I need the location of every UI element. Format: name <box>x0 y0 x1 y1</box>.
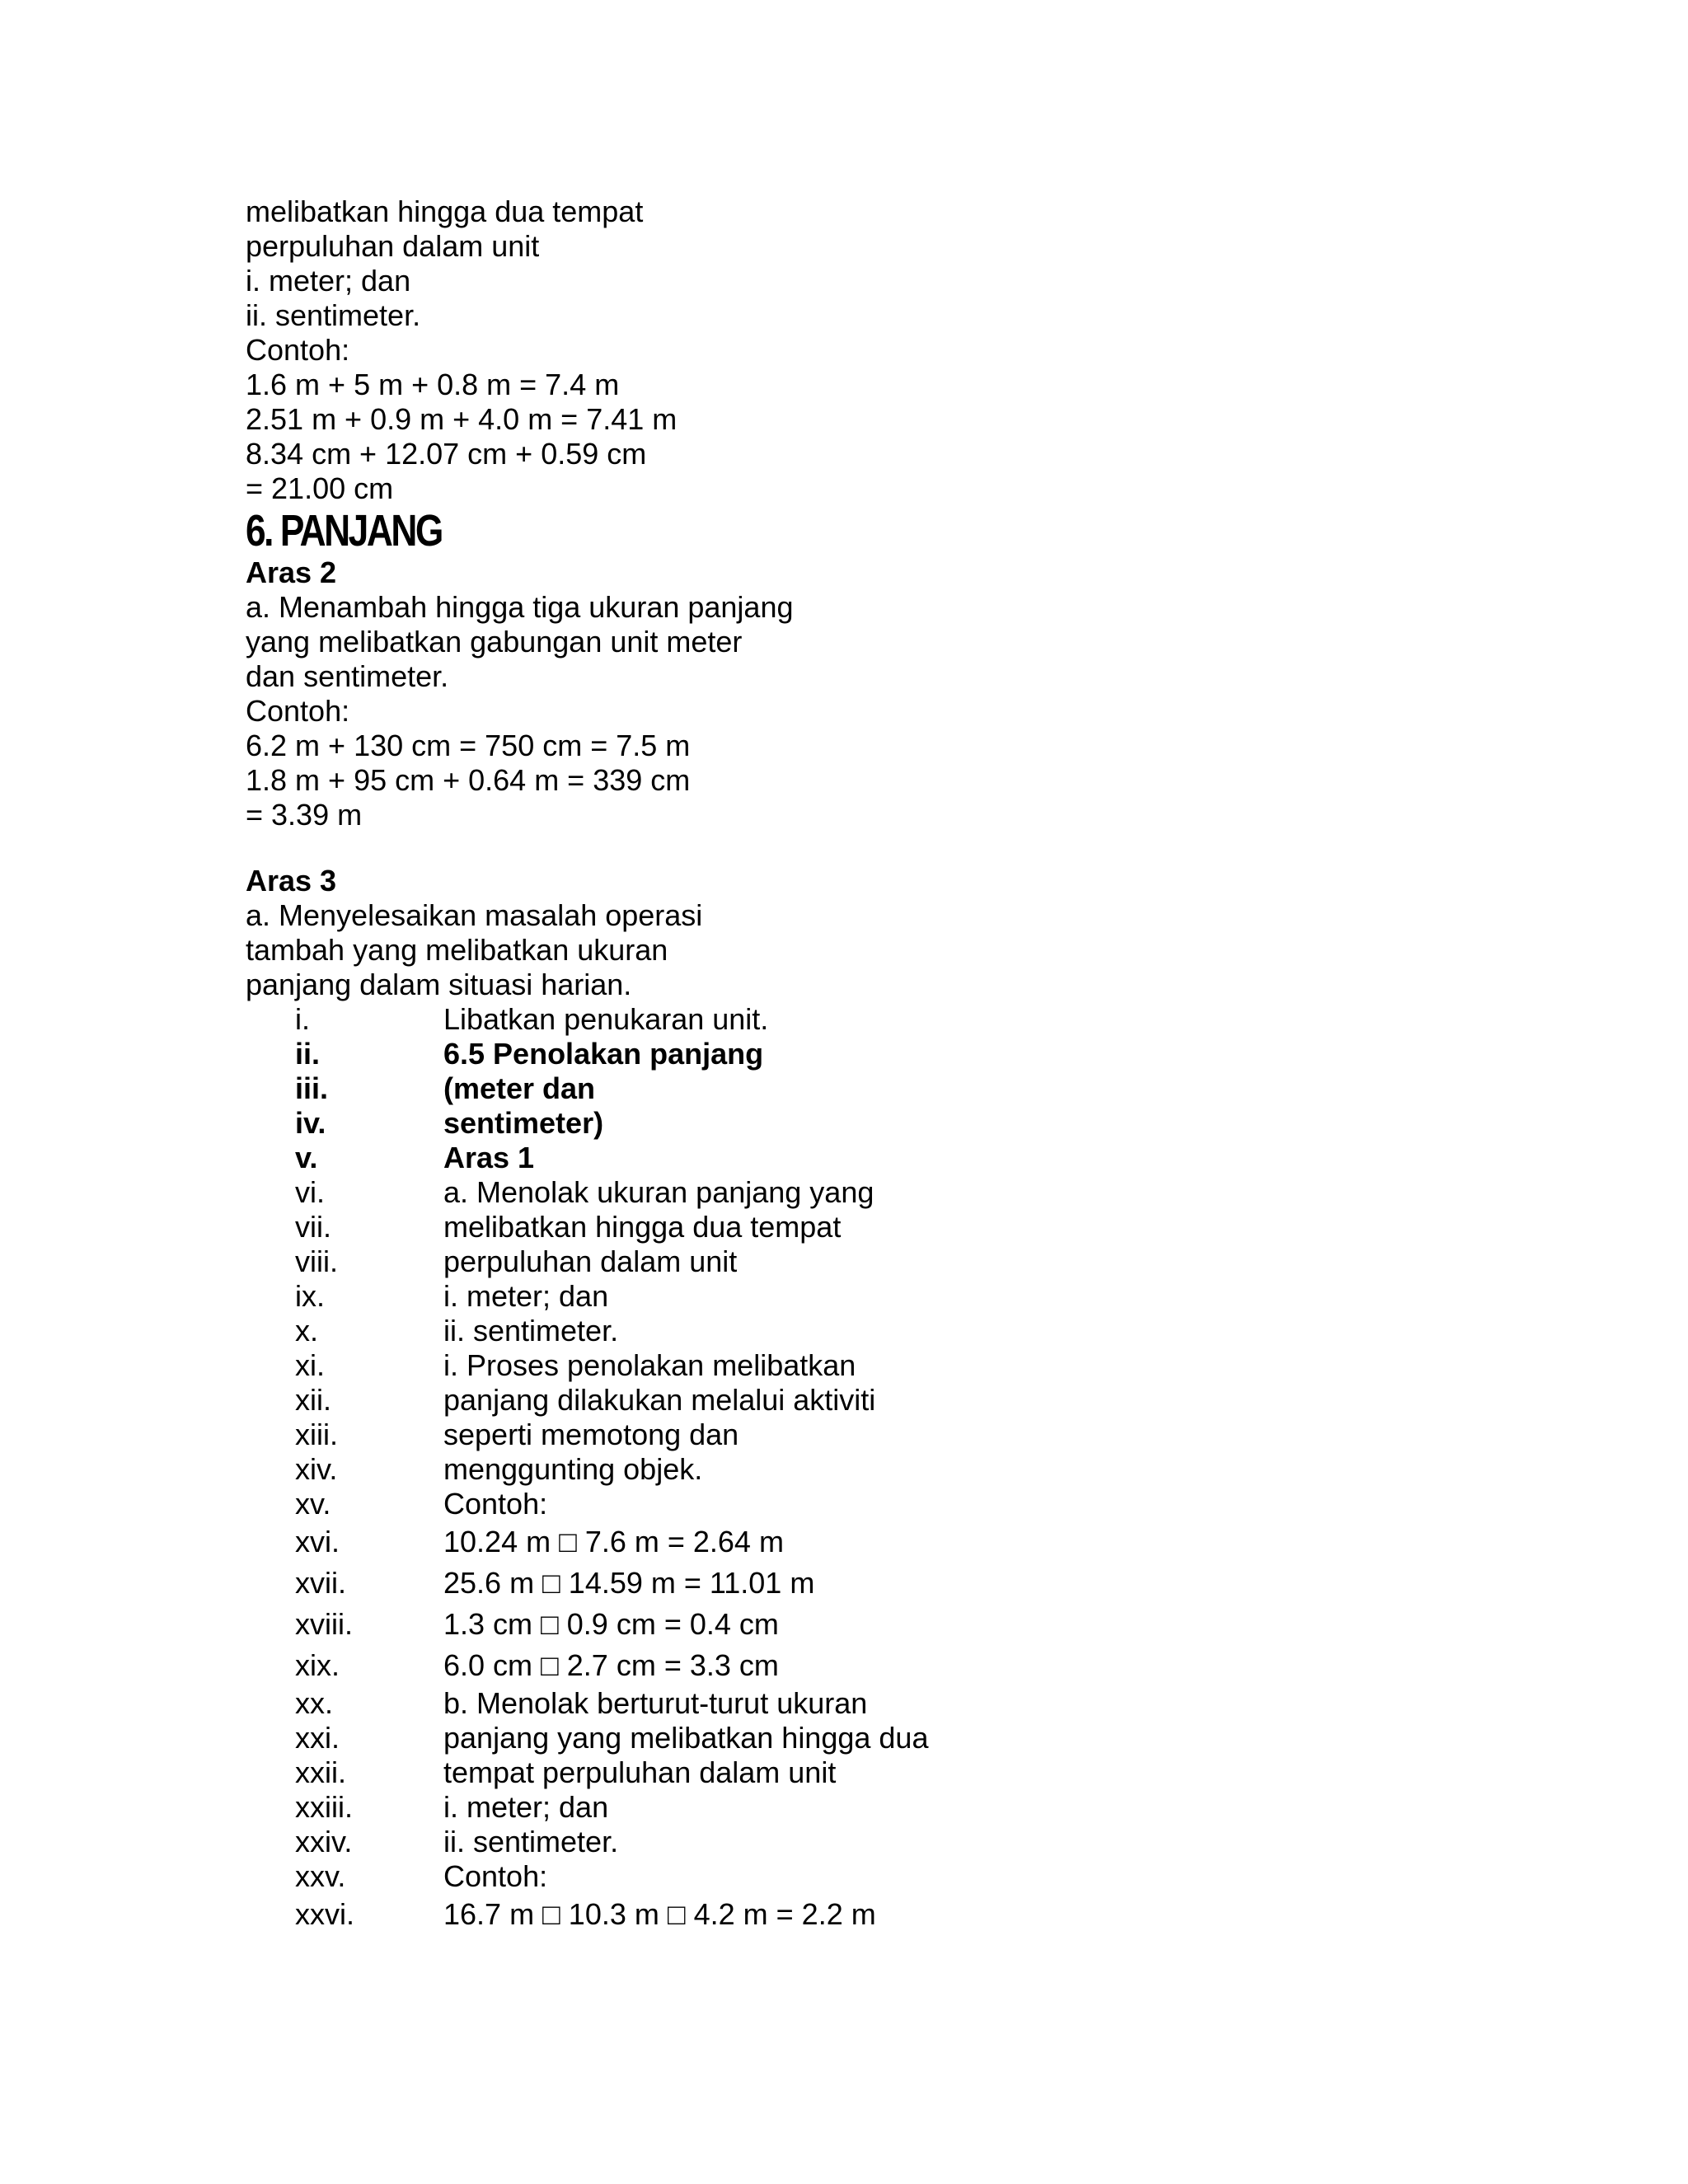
list-item <box>246 1563 1482 1604</box>
list-number: xxiv. <box>295 1825 353 1858</box>
intro-line: i. meter; dan <box>246 264 411 298</box>
aras2-line: a. Menambah hingga tiga ukuran panjang <box>246 590 794 624</box>
list-text: seperti memotong dan <box>443 1418 739 1451</box>
list-text: Aras 1 <box>443 1141 535 1174</box>
list-item <box>246 1002 1482 1037</box>
list-text: tempat perpuluhan dalam unit <box>443 1755 837 1789</box>
list-number: x. <box>295 1314 319 1347</box>
aras2-line: = 3.39 m <box>246 798 363 832</box>
list-number: xxii. <box>295 1755 346 1789</box>
list-number: xii. <box>295 1383 331 1417</box>
intro-block <box>246 194 1482 506</box>
list-number: xviii. <box>295 1607 353 1641</box>
list-item <box>246 1894 1482 1935</box>
section-heading: 6. PANJANG <box>246 506 442 555</box>
list-number: xvii. <box>295 1566 346 1600</box>
list-text: i. meter; dan <box>443 1790 609 1824</box>
list-number: ix. <box>295 1279 325 1313</box>
aras2-block <box>246 555 1482 832</box>
list-item <box>246 1244 1482 1279</box>
list-number: v. <box>295 1141 318 1174</box>
list-number: iv. <box>295 1106 326 1140</box>
list-number: xiv. <box>295 1452 338 1486</box>
list-item <box>246 1686 1482 1721</box>
list-item <box>246 1859 1482 1894</box>
list-number: xxvi. <box>295 1897 354 1931</box>
list-item <box>246 1487 1482 1521</box>
list-number: vi. <box>295 1175 325 1209</box>
list-text: panjang dilakukan melalui aktiviti <box>443 1383 876 1417</box>
list-text: 25.6 m □ 14.59 m = 11.01 m <box>443 1566 815 1600</box>
list-item <box>246 1825 1482 1859</box>
list-item <box>246 1383 1482 1418</box>
list-text: 10.24 m □ 7.6 m = 2.64 m <box>443 1525 784 1558</box>
list-number: ii. <box>295 1037 321 1071</box>
list-item <box>246 1452 1482 1487</box>
aras2-title: Aras 2 <box>246 555 337 589</box>
list-text: ii. sentimeter. <box>443 1314 619 1347</box>
list-number: xxi. <box>295 1721 340 1755</box>
intro-line: ii. sentimeter. <box>246 298 421 332</box>
document-page <box>246 194 1482 1935</box>
intro-line: 2.51 m + 0.9 m + 4.0 m = 7.41 m <box>246 402 678 436</box>
list-item <box>246 1071 1482 1106</box>
list-text: b. Menolak berturut-turut ukuran <box>443 1686 868 1720</box>
list-item <box>246 1645 1482 1686</box>
intro-line: Contoh: <box>246 333 350 367</box>
numbered-list <box>246 1002 1482 1935</box>
intro-line: perpuluhan dalam unit <box>246 229 540 263</box>
aras3-block <box>246 864 1482 1002</box>
list-text: i. meter; dan <box>443 1279 609 1313</box>
aras2-line: 6.2 m + 130 cm = 750 cm = 7.5 m <box>246 729 691 762</box>
aras3-line: panjang dalam situasi harian. <box>246 968 632 1001</box>
list-item <box>246 1210 1482 1244</box>
list-item <box>246 1790 1482 1825</box>
list-text: menggunting objek. <box>443 1452 703 1486</box>
list-text: perpuluhan dalam unit <box>443 1244 738 1278</box>
list-item <box>246 1348 1482 1383</box>
list-number: xix. <box>295 1648 340 1682</box>
list-number: i. <box>295 1002 310 1036</box>
list-number: vii. <box>295 1210 331 1244</box>
list-item <box>246 1418 1482 1452</box>
list-number: xxv. <box>295 1859 346 1893</box>
list-item <box>246 1604 1482 1645</box>
list-text: Contoh: <box>443 1487 548 1521</box>
list-item <box>246 1279 1482 1314</box>
list-number: iii. <box>295 1071 329 1105</box>
list-number: xv. <box>295 1487 331 1521</box>
list-item <box>246 1314 1482 1348</box>
list-number: xiii. <box>295 1418 338 1451</box>
list-item <box>246 1175 1482 1210</box>
aras2-line: Contoh: <box>246 694 350 728</box>
list-number: xvi. <box>295 1525 340 1558</box>
list-text: 1.3 cm □ 0.9 cm = 0.4 cm <box>443 1607 779 1641</box>
aras3-line: a. Menyelesaikan masalah operasi <box>246 898 703 932</box>
intro-line: 8.34 cm + 12.07 cm + 0.59 cm <box>246 437 647 471</box>
list-number: xi. <box>295 1348 325 1382</box>
list-text: 6.5 Penolakan panjang <box>443 1037 764 1071</box>
list-text: 16.7 m □ 10.3 m □ 4.2 m = 2.2 m <box>443 1897 876 1931</box>
list-text: melibatkan hingga dua tempat <box>443 1210 842 1244</box>
list-text: 6.0 cm □ 2.7 cm = 3.3 cm <box>443 1648 779 1682</box>
list-item <box>246 1521 1482 1563</box>
list-text: a. Menolak ukuran panjang yang <box>443 1175 874 1209</box>
list-number: xxiii. <box>295 1790 353 1824</box>
list-item <box>246 1037 1482 1071</box>
spacer <box>246 832 1482 864</box>
list-text: panjang yang melibatkan hingga dua <box>443 1721 929 1755</box>
aras2-line: 1.8 m + 95 cm + 0.64 m = 339 cm <box>246 763 691 797</box>
intro-line: melibatkan hingga dua tempat <box>246 194 644 228</box>
list-text: Contoh: <box>443 1859 548 1893</box>
list-number: xx. <box>295 1686 334 1720</box>
intro-line: = 21.00 cm <box>246 471 394 505</box>
intro-line: 1.6 m + 5 m + 0.8 m = 7.4 m <box>246 368 620 401</box>
aras3-title: Aras 3 <box>246 864 337 898</box>
list-text: i. Proses penolakan melibatkan <box>443 1348 856 1382</box>
aras3-line: tambah yang melibatkan ukuran <box>246 933 668 967</box>
list-item <box>246 1106 1482 1141</box>
list-text: ii. sentimeter. <box>443 1825 619 1858</box>
aras2-line: yang melibatkan gabungan unit meter <box>246 625 743 658</box>
aras2-line: dan sentimeter. <box>246 659 449 693</box>
list-text: (meter dan <box>443 1071 596 1105</box>
list-item <box>246 1721 1482 1755</box>
list-text: Libatkan penukaran unit. <box>443 1002 769 1036</box>
list-item <box>246 1755 1482 1790</box>
list-text: sentimeter) <box>443 1106 604 1140</box>
list-item <box>246 1141 1482 1175</box>
list-number: viii. <box>295 1244 338 1278</box>
